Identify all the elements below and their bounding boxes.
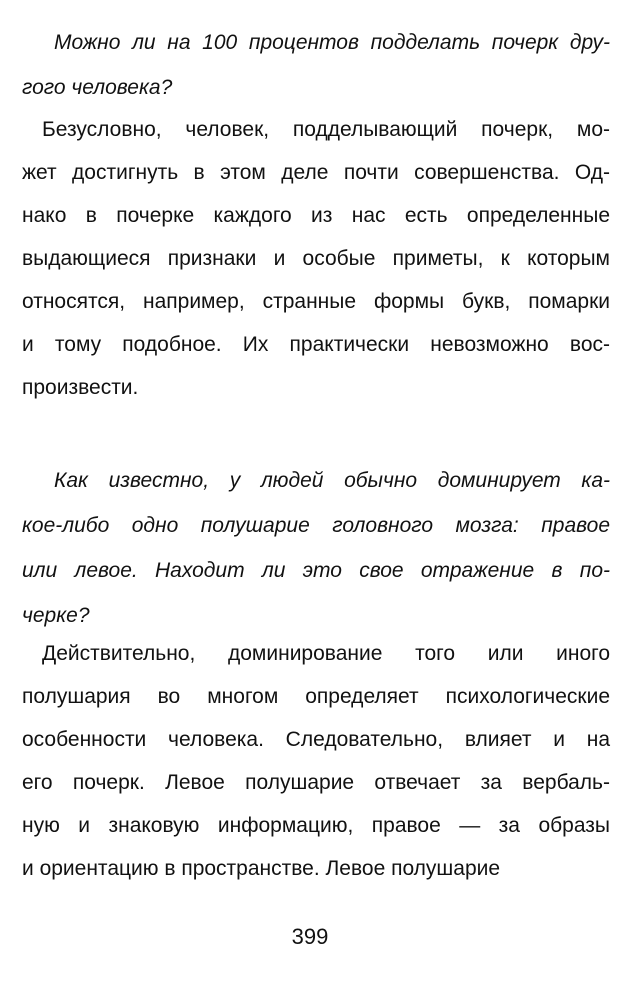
answer-1-line: нако в почерке каждого из нас есть определенные xyxy=(22,204,610,227)
answer-1-line: относятся, например, странные формы букв, помарки xyxy=(22,290,610,313)
question-2-line: или левое. Находит ли это свое отражение в по- xyxy=(22,559,610,582)
answer-2-line: ную и знаковую информацию, правое — за образы xyxy=(22,814,610,837)
question-2 xyxy=(22,458,610,638)
page-number: 399 xyxy=(291,924,329,949)
answer-2-line: особенности человека. Следовательно, влияет и на xyxy=(22,728,610,751)
answer-2-line: Действительно, доминирование того или иного xyxy=(42,642,610,665)
question-1-line: гого человека? xyxy=(22,76,173,99)
question-2-line: кое-либо одно полушарие головного мозга: правое xyxy=(22,514,610,537)
answer-1-line: Безусловно, человек, подделывающий почерк, мо- xyxy=(42,118,610,141)
answer-1 xyxy=(22,108,610,409)
question-1 xyxy=(22,20,610,110)
answer-1-line: выдающиеся признаки и особые приметы, к которым xyxy=(22,247,610,270)
question-1-line: Можно ли на 100 процентов подделать почерк дру- xyxy=(54,31,610,54)
answer-1-line: жет достигнуть в этом деле почти совершенства. Од- xyxy=(22,161,610,184)
question-2-line: черке? xyxy=(22,604,90,627)
answer-1-line: произвести. xyxy=(22,376,139,399)
question-2-line: Как известно, у людей обычно доминирует ка- xyxy=(54,469,610,492)
answer-2 xyxy=(22,632,610,890)
answer-2-line: его почерк. Левое полушарие отвечает за вербаль- xyxy=(22,771,610,794)
answer-2-line: и ориентацию в пространстве. Левое полушарие xyxy=(22,857,501,880)
answer-2-line: полушария во многом определяет психологические xyxy=(22,685,610,708)
answer-1-line: и тому подобное. Их практически невозможно вос- xyxy=(22,333,610,356)
